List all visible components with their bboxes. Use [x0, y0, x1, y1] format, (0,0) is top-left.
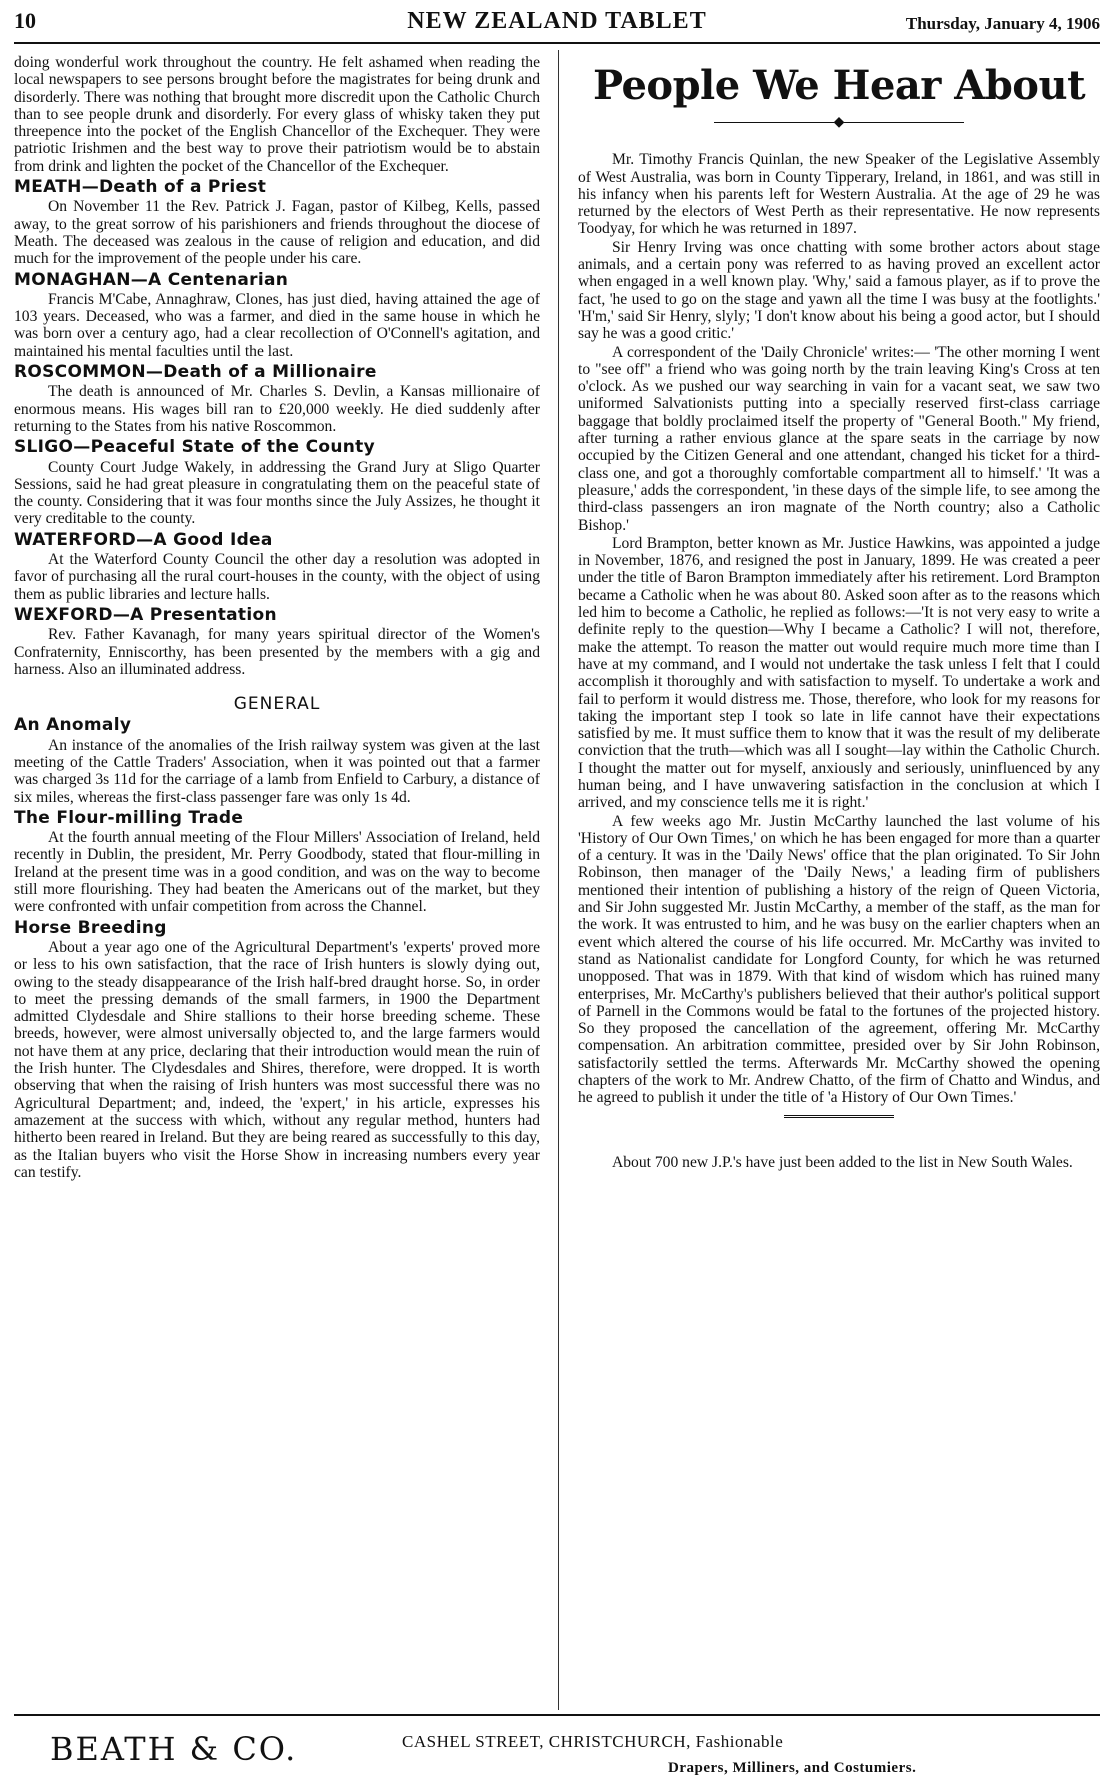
section-body: Francis M'Cabe, Annaghraw, Clones, has just died, having attained the age of 103 years. Deceased, who was a farmer, and died in the same house in which he was born over a century ago, had a clear recollection of O'Connell's agitation, and maintained his mental faculties until the last.: [14, 290, 540, 360]
article-paragraph: A correspondent of the 'Daily Chronicle' writes:— 'The other morning I went to "see off" a friend who was going north by the train leaving King's Cross at ten o'clock. As we pushed our way searching in vain for a vacant seat, we saw two uniformed Salvationists putting into a specially reserved first-class carriage baggage that boldly proclaimed itself the property of "General Booth." My friend, after turning a rather envious glance at the spare seats in the carriage by now occupied by the Citizen General and one attendant, changed his ticket for a third-class one, and got a thoroughly comfortable compartment all to himself.' 'It was a pleasure,' adds the correspondent, 'in these days of the simple life, to see among the third-class passengers an iron magnate of the North country; also a Catholic Bishop.': [578, 343, 1100, 534]
section-body: County Court Judge Wakely, in addressing the Grand Jury at Sligo Quarter Sessions, said he had great pleasure in congratulating them on the peaceful state of the county. Considering that it was four months since the July Assizes, he thought it very creditable to the county.: [14, 458, 540, 528]
footer-rule: [14, 1714, 1100, 1716]
section-heading: The Flour-milling Trade: [14, 807, 244, 828]
column-title: People We Hear About: [592, 62, 1086, 109]
issue-date: Thursday, January 4, 1906: [905, 14, 1100, 33]
closing-paragraph: About 700 new J.P.'s have just been added to the list in New South Wales.: [612, 1153, 1073, 1171]
section-body: The death is announced of Mr. Charles S. Devlin, a Kansas millionaire of enormous means. His wages bill ran to £20,000 weekly. He died suddenly after returning to the States from his native Roscommon.: [14, 383, 540, 435]
page-header: [14, 6, 1100, 44]
section-heading: WEXFORD—A Presentation: [14, 604, 277, 625]
page-number: 10: [14, 8, 36, 33]
general-heading: GENERAL: [233, 694, 321, 715]
section-heading: SLIGO—Peaceful State of the County: [14, 437, 375, 458]
section-heading: MONAGHAN—A Centenarian: [14, 269, 289, 290]
article-paragraph: Sir Henry Irving was once chatting with some brother actors about stage animals, and a certain pony was referred to as having proved an excellent actor when engaged in a well known play. 'Why,' said a famous player, as if to prove the fact, 'he used to go on the stage and yawn all the time I was busy at the footlights.' 'H'm,' said Sir Henry, slyly; 'I don't know about his being a good actor, but I should say he was a good critic.': [578, 238, 1100, 343]
section-heading: Horse Breeding: [14, 917, 167, 938]
section-heading: WATERFORD—A Good Idea: [14, 529, 273, 550]
end-rule: [784, 1115, 894, 1118]
advertiser-address: CASHEL STREET, CHRISTCHURCH, Fashionable: [402, 1732, 784, 1751]
advertisement-footer: [14, 1726, 1100, 1786]
right-column: [578, 54, 1100, 1172]
title-ornament: ◆: [578, 114, 1100, 131]
section-body: At the fourth annual meeting of the Flour Millers' Association of Ireland, held recently in Dublin, the president, Mr. Perry Goodbody, stated that flour-milling in Ireland at the present time was in a good condition, and was on the way to become still more flourishing. They had beaten the Americans out of the market, but they were confronted with unfair competition from across the Channel.: [14, 829, 540, 916]
masthead: NEW ZEALAND TABLET: [407, 8, 707, 34]
left-column: [14, 54, 540, 1182]
article-paragraph: A few weeks ago Mr. Justin McCarthy launched the last volume of his 'History of Our Own Times,' on which he has been engaged for more than a quarter of a century. It was in the 'Daily News' office that the plan originated. To Sir John Robinson, then manager of the 'Daily News,' a leading firm of publishers mentioned their intention of publishing a history of the reign of Queen Victoria, and Sir John suggested Mr. Justin McCarthy, a member of the staff, as the man for the work. It was entrusted to him, and he was busy on the earlier chapters when an event which altered the course of his life occurred. Mr. McCarthy was invited to stand as Nationalist candidate for Longford County, for which he was returned unopposed. That was in 1879. With that kind of wisdom which has ruined many enterprises, Mr. McCarthy's publishers believed that their author's political support of Parnell in the Commons would be fatal to the fortunes of the projected history. So they proposed the cancellation of the agreement, offering Mr. McCarthy compensation. An arbitration committee, presided over by Sir John Robinson, satisfactorily settled the terms. Afterwards Mr. McCarthy showed the opening chapters of the work to Mr. Andrew Chatto, of the firm of Chatto and Windus, and he agreed to publish it under the title of 'a History of Our Own Times.': [578, 812, 1100, 1107]
column-divider: [558, 50, 559, 1710]
section-heading: ROSCOMMON—Death of a Millionaire: [14, 362, 377, 383]
section-heading: MEATH—Death of a Priest: [14, 177, 267, 198]
section-body: On November 11 the Rev. Patrick J. Fagan, pastor of Kilbeg, Kells, passed away, to the great sorrow of his parishioners and friends throughout the diocese of Meath. The deceased was zealous in the cause of religion and education, and did much for the improvement of the people under his care.: [14, 198, 540, 268]
section-heading: An Anomaly: [14, 715, 132, 736]
advertiser-trades: Drapers, Milliners, and Costumiers.: [668, 1760, 917, 1776]
article-paragraph: Mr. Timothy Francis Quinlan, the new Speaker of the Legislative Assembly of West Australia, was born in County Tipperary, Ireland, in 1861, and was still in his infancy when his parents left for Western Australia. At the age of 29 he was returned by the electors of West Perth as their representative. He now represents Toodyay, for which he was returned in 1897.: [578, 151, 1100, 238]
advertiser-name: BEATH & CO.: [50, 1730, 298, 1768]
section-body: About a year ago one of the Agricultural Department's 'experts' proved more or less to his own satisfaction, that the race of Irish hunters is slowly dying out, owing to the steady disappearance of the Irish half-bred draught horse. So, in order to meet the pressing demands of the small farmers, in 1900 the Department admitted Clydesdale and Shire stallions to their horse breeding scheme. These breeds, however, were almost universally objected to, and the large farmers would not have them at any price, declaring that their introduction would mean the ruin of the Irish hunter. The Clydesdales and Shires, therefore, were dropped. It is worth observing that when the raising of Irish hunters was most successful there was no Agricultural Department; and, indeed, the 'expert,' in his article, expresses his amazement at the success with which, without any regular method, hunters had hitherto been reared in Ireland. But they are being reared as successfully to this day, as the Italian buyers who visit the Horse Show in increasing numbers every year can testify.: [14, 938, 540, 1181]
section-body: Rev. Father Kavanagh, for many years spiritual director of the Women's Confraternity, Enniscorthy, has been presented by the members with a gig and harness. Also an illuminated address.: [14, 626, 540, 678]
section-body: At the Waterford County Council the other day a resolution was adopted in favor of purchasing all the rural court-houses in the county, with the object of using them as public libraries and lecture halls.: [14, 551, 540, 603]
section-body: An instance of the anomalies of the Irish railway system was given at the last meeting of the Cattle Traders' Association, when it was pointed out that a farmer was charged 3s 11d for the carriage of a lamb from Enfield to Carbury, a distance of six miles, whereas the first-class passenger fare was only 1s 4d.: [14, 736, 540, 806]
article-paragraph: Lord Brampton, better known as Mr. Justice Hawkins, was appointed a judge in November, 1876, and resigned the post in January, 1899. He was created a peer under the title of Baron Brampton immediately after his retirement. Lord Brampton became a Catholic when he was about 80. Asked soon after as to the reasons which led him to become a Catholic, he replied as follows:—'It is not very easy to write a definite reply to the question—Why I became a Catholic? I will not, therefore, make the attempt. To reason the matter out would require much more time than I have at my command, and I would not undertake the task unless I felt that I could accomplish it thoroughly and with satisfaction to myself. To undertake a work and fail to perform it would distress me. Those, therefore, who look for my reasons for taking the important step I took so late in life cannot have their expectations satisfied by me. It must suffice them to know that it was the result of my deliberate conviction that the truth—which was all I sought—lay within the Catholic Church. I thought the matter out for myself, anxiously and seriously, uninfluenced by any human being, and I have unwavering satisfaction in the conclusion at which I arrived, and my conscience tells me it is right.': [578, 534, 1100, 812]
intro-paragraph: doing wonderful work throughout the country. He felt ashamed when reading the local newspapers to see persons brought before the magistrates for being drunk and disorderly. There was nothing that brought more discredit upon the Catholic Church than to see people drunk and disorderly. For every glass of whisky taken they put threepence into the pocket of the English Chancellor of the Exchequer. They were patriotic Irishmen and the best way to prove their patriotism would be to abstain from drink and lighten the pocket of the Chancellor of the Exchequer.: [14, 54, 540, 175]
